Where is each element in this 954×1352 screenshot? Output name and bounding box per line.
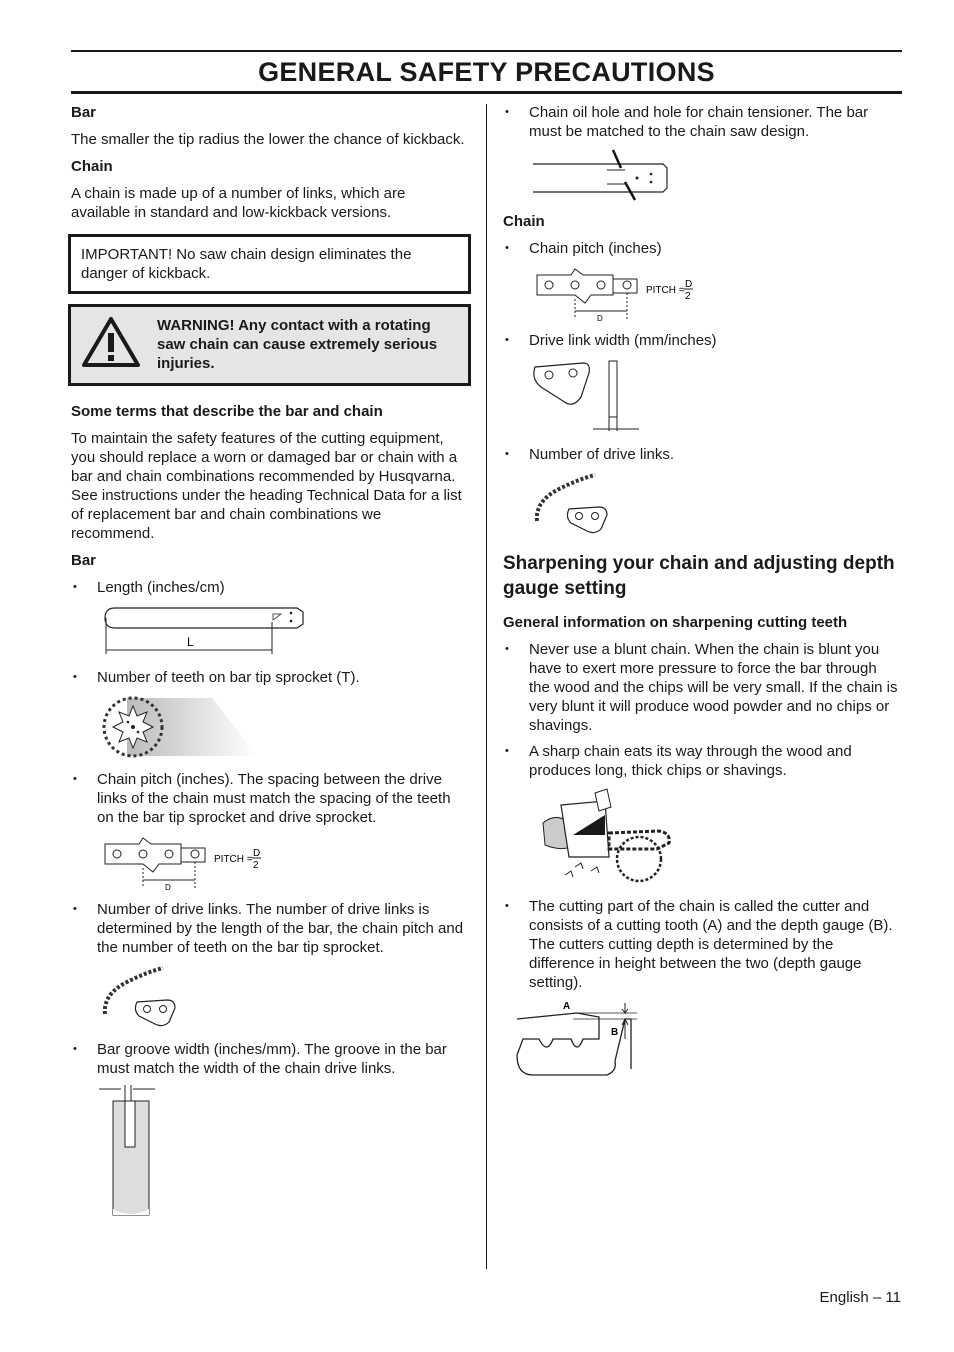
drive-link-width-figure: [529, 357, 649, 435]
sharpen-list-2: [503, 897, 900, 992]
drive-links-figure: [97, 964, 187, 1030]
bar-groove-figure: [97, 1085, 167, 1221]
chain-pitch-figure: [97, 834, 267, 890]
bar-length-figure: [97, 604, 307, 658]
chain-heading: Chain: [71, 158, 113, 175]
oil-hole-figure: [533, 148, 673, 202]
oil-hole-list: [503, 103, 900, 141]
pitch-denominator: 2: [253, 860, 259, 871]
list-item: • Chain oil hole and hole for chain tensioner. The bar must be matched to the chain saw design.: [503, 103, 900, 141]
column-divider: [486, 104, 487, 1269]
bar-terms-list: [71, 578, 468, 597]
chain-terms-list-2: [503, 331, 900, 350]
pitch-d-label: D: [165, 883, 171, 890]
warning-text: WARNING! Any contact with a rotating saw chain can cause extremely serious injuries.: [157, 317, 438, 372]
bar-text: The smaller the tip radius the lower the chance of kickback.: [71, 131, 465, 148]
right-pitch-numerator: D: [685, 279, 693, 290]
page-number: English – 11: [819, 1289, 901, 1306]
pitch-label: PITCH =: [214, 854, 253, 865]
important-box: IMPORTANT! No saw chain design eliminates the danger of kickback.: [68, 234, 471, 294]
pitch-numerator: D: [253, 848, 261, 859]
chain-terms-list-3: [503, 445, 900, 464]
right-chain-heading: Chain: [503, 213, 545, 230]
list-item: • Drive link width (mm/inches): [503, 331, 900, 350]
right-pitch-denominator: 2: [685, 291, 691, 302]
right-pitch-label: PITCH =: [646, 285, 685, 296]
right-drive-links-figure: [529, 471, 619, 537]
terms-text: To maintain the safety features of the cutting equipment, you should replace a worn or damaged bar or chain with a bar and chain combinations recommended by Husqvarna. See instructions under the heading Technical Data for a list of replacement bar and chain combinations we recommend.: [71, 430, 462, 542]
bar-terms-list-5: [71, 1040, 468, 1078]
right-pitch-d-label: D: [597, 314, 603, 321]
bar-terms-list-2: [71, 668, 468, 687]
list-item: • A sharp chain eats its way through the wood and produces long, thick chips or shavings.: [503, 742, 900, 780]
list-item: • Chain pitch (inches): [503, 239, 900, 258]
chain-text: A chain is made up of a number of links, which are available in standard and low-kickback versions.: [71, 185, 406, 221]
right-column: [503, 103, 900, 1091]
list-item: • Chain pitch (inches). The spacing between the drive links of the chain must match the spacing of the teeth on the bar tip sprocket and drive sprocket.: [71, 770, 468, 827]
general-heading: General information on sharpening cutting teeth: [503, 614, 848, 631]
terms-heading: Some terms that describe the bar and chain: [71, 403, 383, 420]
tip-sprocket-figure: [97, 694, 257, 760]
list-item: • Number of drive links. The number of drive links is determined by the length of the bar, the chain pitch and the number of teeth on the bar tip sprocket.: [71, 900, 468, 957]
list-item: • Number of teeth on bar tip sprocket (T).: [71, 668, 468, 687]
sharpen-list: [503, 640, 900, 780]
list-item: • Number of drive links.: [503, 445, 900, 464]
sharpen-heading: Sharpening your chain and adjusting depth gauge setting: [503, 553, 895, 599]
bar-terms-list-3: [71, 770, 468, 827]
list-item: • Length (inches/cm): [71, 578, 468, 597]
cutter-depth-figure: [513, 999, 653, 1081]
bar-terms-list-4: [71, 900, 468, 957]
list-item: • The cutting part of the chain is called the cutter and consists of a cutting tooth (A) and the depth gauge (B). The cutters cutting depth is determined by the difference in height between the two (depth gauge setting).: [503, 897, 900, 992]
warning-box: [68, 304, 471, 386]
chain-terms-list: [503, 239, 900, 258]
left-column: [71, 103, 468, 1231]
list-item: • Bar groove width (inches/mm). The groove in the bar must match the width of the chain drive links.: [71, 1040, 468, 1078]
bar2-heading: Bar: [71, 552, 97, 569]
label-a: A: [563, 1001, 571, 1012]
warning-triangle-icon: [81, 316, 143, 373]
bar-heading: Bar: [71, 104, 97, 121]
sharp-chain-figure: [535, 787, 675, 887]
label-b: B: [611, 1027, 619, 1038]
list-item: • Never use a blunt chain. When the chain is blunt you have to exert more pressure to force the bar through the wood and the chips will be very small. If the chain is very blunt it will produce wood powder and no chips or shavings.: [503, 640, 900, 735]
header-bar: [71, 50, 902, 94]
page-title: GENERAL SAFETY PRECAUTIONS: [258, 57, 715, 87]
length-label: L: [187, 635, 194, 649]
right-chain-pitch-figure: [529, 265, 699, 321]
